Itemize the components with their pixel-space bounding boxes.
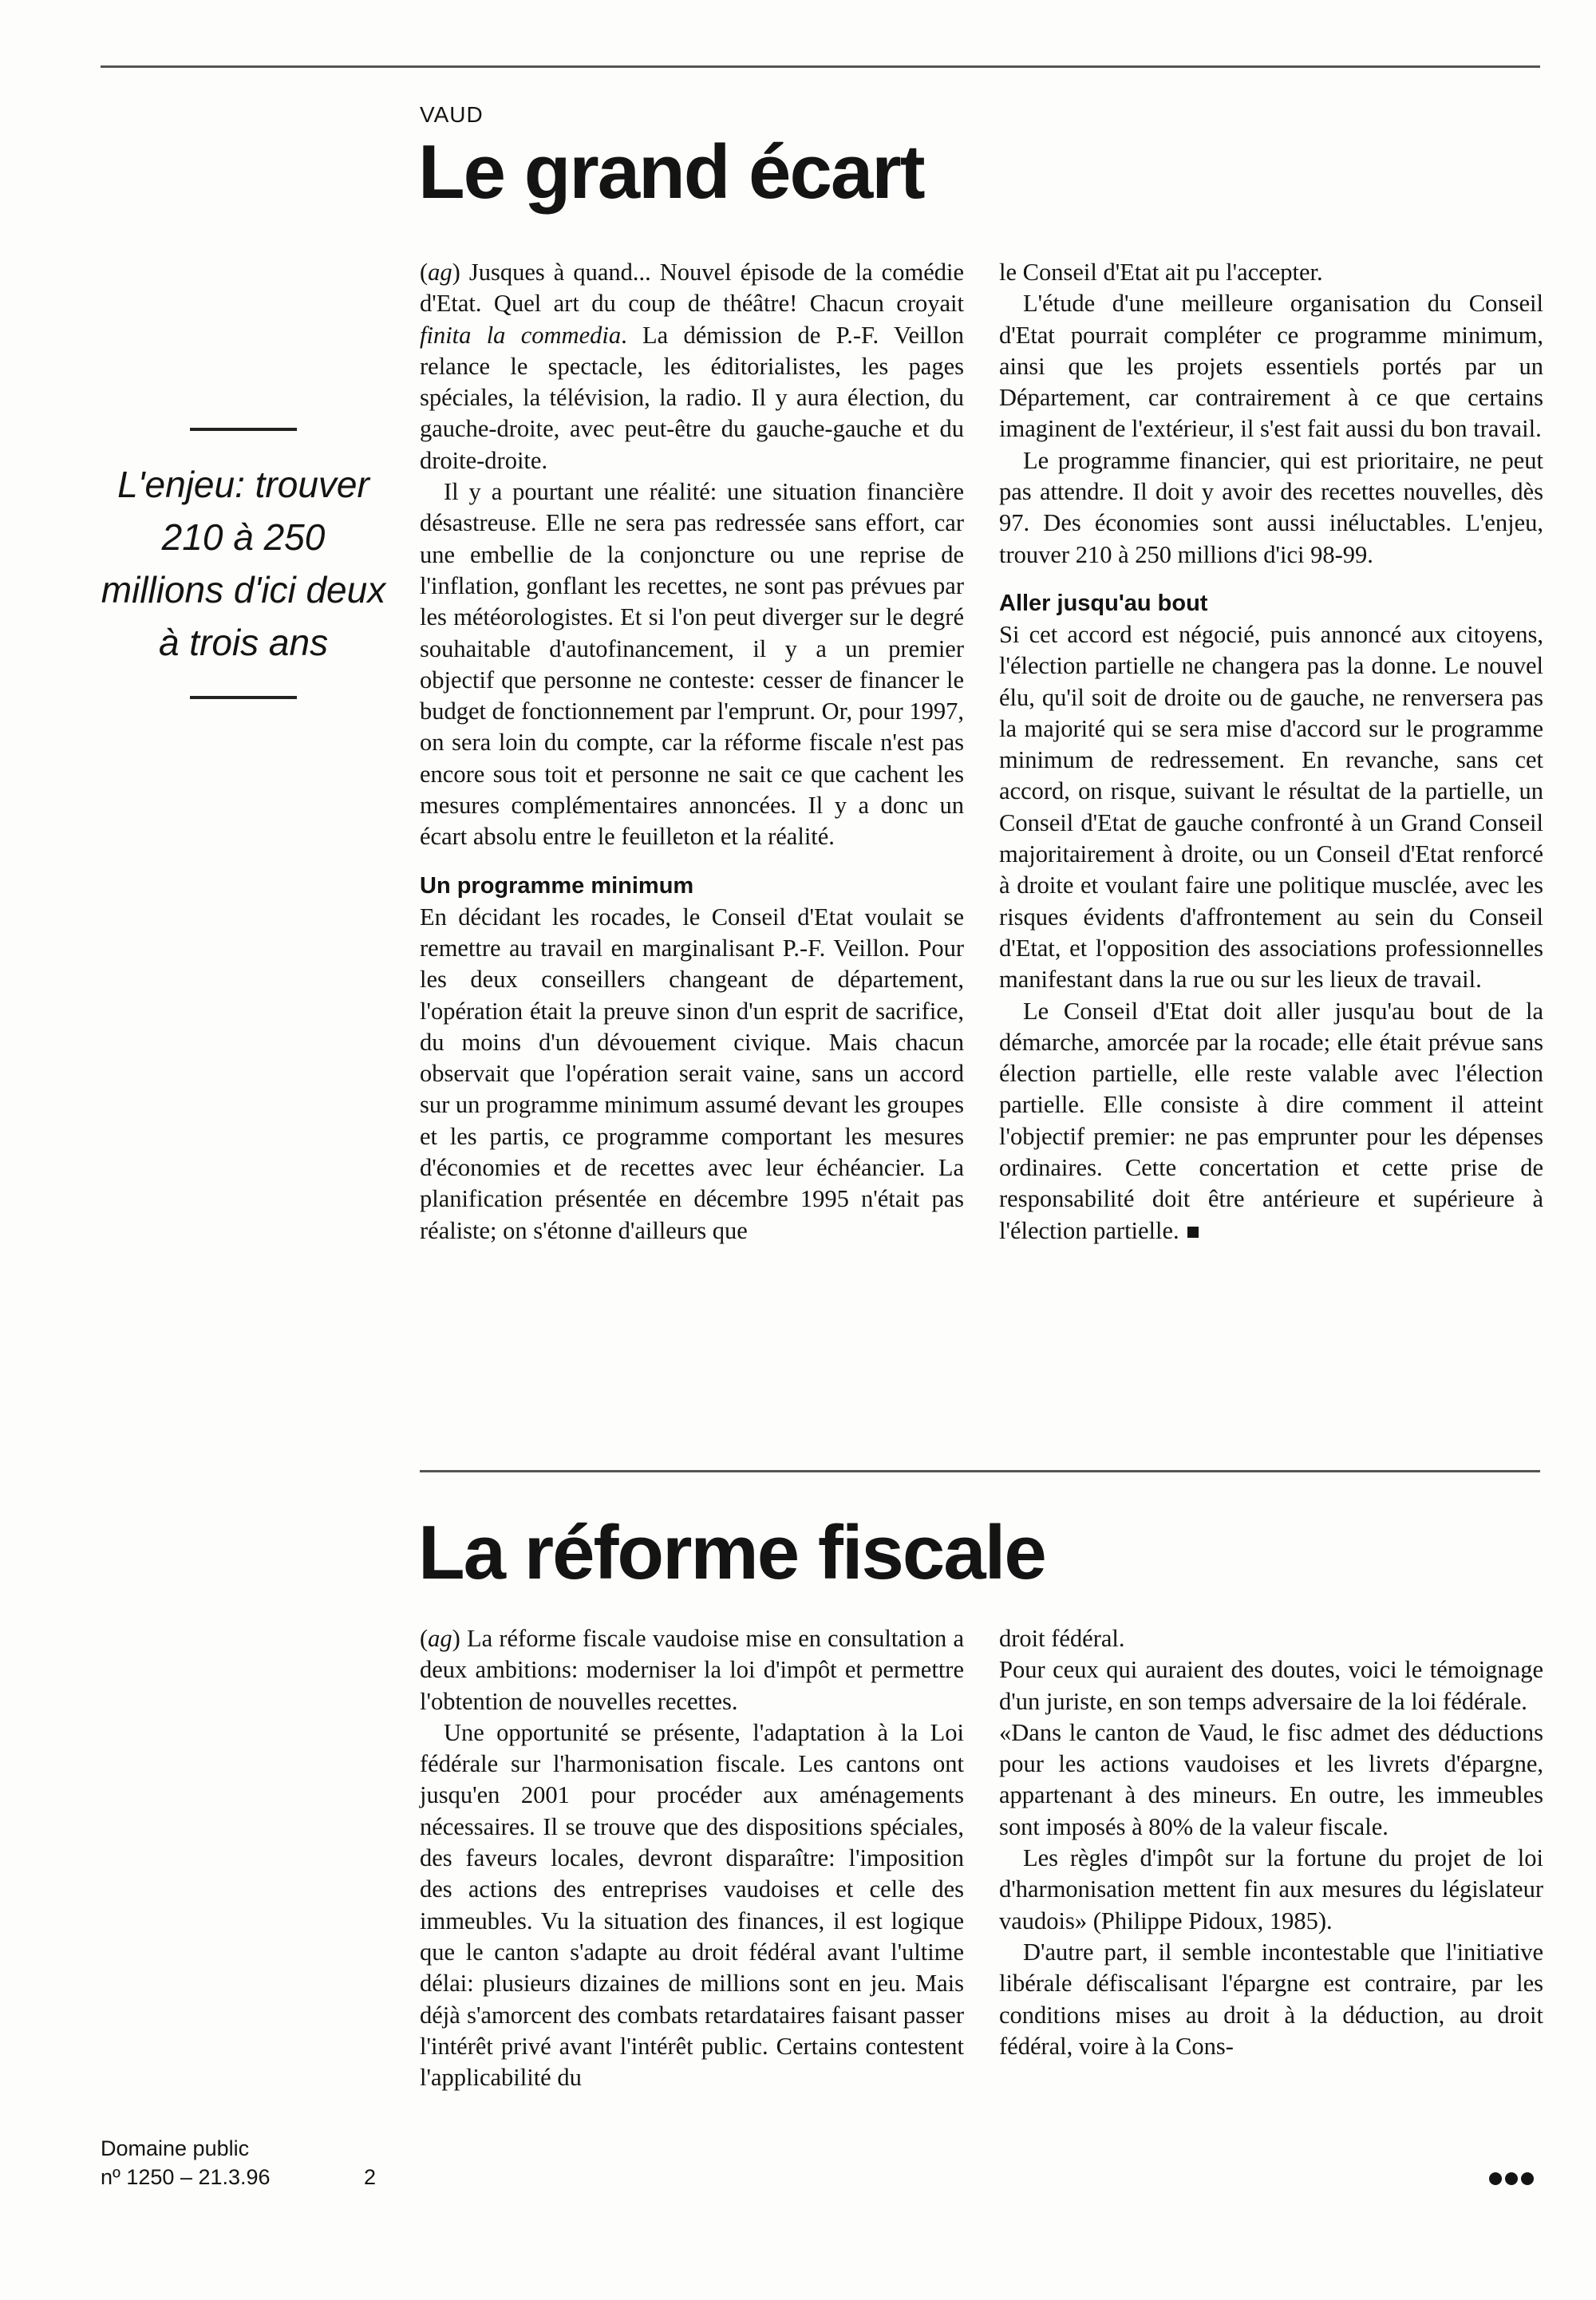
article1-column-2 — [999, 257, 1543, 1247]
paragraph — [999, 1937, 1543, 2062]
paragraph — [999, 1623, 1543, 1654]
text-run: L'étude d'une meilleure organisation du Conseil d'Etat pourrait compléter ce programme minimum, ainsi que les projets essentiels portés par un Département, car contrairement à ce que certains imaginent de l'extérieur, il s'est fait aussi du bon travail. — [999, 290, 1543, 443]
publication-name: Domaine public — [101, 2136, 250, 2160]
text-run: Le Conseil d'Etat doit aller jusqu'au bout de la démarche, amorcée par la rocade; elle était prévue sans élection partielle, elle reste valable avec l'élection partielle. Elle consiste à dire comment il atteint l'objectif premier: ne pas emprunter pour les dépenses ordinaires. Cette concertation et cette prise de responsabilité doit être antérieure et supérieure à l'élection partielle. — [999, 997, 1543, 1244]
paragraph — [999, 1717, 1543, 1843]
paragraph — [420, 257, 964, 476]
article1-column-1 — [420, 257, 964, 1247]
paragraph — [420, 1623, 964, 1717]
article2-column-2 — [999, 1623, 1543, 2062]
text-run: «Dans le canton de Vaud, le fisc admet des déductions pour les actions vaudoises et les livrets d'épargne, appartenant à des mineurs. En outre, les immeubles sont imposés à 80% de la valeur fiscale. — [999, 1718, 1543, 1840]
publication-footer — [101, 2134, 271, 2191]
paragraph — [999, 257, 1543, 288]
pull-quote-text: L'enjeu: trouver 210 à 250 millions d'ici deux à trois ans — [101, 464, 386, 663]
text-run: ( — [420, 259, 429, 286]
end-of-article-square-icon — [1187, 1227, 1199, 1238]
text-run: Il y a pourtant une réalité: une situation financière désastreuse. Elle ne sera pas redressée sans effort, car une embellie de la conjoncture ou une reprise de l'inflation, gonflant les recettes, ne sont pas prévues par les météorologistes. Et si l'on peut diverger sur le degré souhaitable d'autofinancement, il y a un premier objectif que personne ne conteste: cesser de financer le budget de fonctionnement par l'emprunt. Or, pour 1997, on sera loin du compte, car la réforme fiscale n'est pas encore sous toit et personne ne sait ce que cachent les mesures complémentaires annoncées. Il y a donc un écart absolu entre le feuilleton et la réalité. — [420, 478, 964, 851]
text-run: droit fédéral. — [999, 1625, 1125, 1652]
article-headline-grand-ecart: Le grand écart — [418, 129, 924, 215]
section-label: VAUD — [420, 102, 484, 127]
article2-column-1 — [420, 1623, 964, 2093]
paragraph — [420, 1717, 964, 2094]
paragraph — [420, 476, 964, 853]
paragraph — [999, 1654, 1543, 1717]
pull-quote-top-rule — [190, 428, 297, 431]
issue-number-date: nº 1250 – 21.3.96 — [101, 2165, 271, 2189]
italic-text: finita la commedia — [420, 321, 622, 349]
text-run: En décidant les rocades, le Conseil d'Etat voulait se remettre au travail en marginalisant P.-F. Veillon. Pour les deux conseillers changeant de département, l'opération était la preuve sinon d'un esprit de sacrifice, du moins d'un dévouement civique. Mais chacun observait que l'opération serait vaine, sans un accord sur un programme minimum assumé devant les groupes et les partis, ce programme comportant les mesures d'économies et de recettes avec leur échéancier. La planification présentée en décembre 1995 n'était pas réaliste; on s'étonne d'ailleurs que — [420, 903, 964, 1244]
text-run: Pour ceux qui auraient des doutes, voici le témoignage d'un juriste, en son temps adversaire de la loi fédérale. — [999, 1656, 1543, 1715]
text-run: ) Jusques à quand... Nouvel épisode de la comédie d'Etat. Quel art du coup de théâtre! Chacun croyait — [420, 259, 964, 318]
pull-quote — [96, 428, 391, 699]
paragraph — [420, 902, 964, 1247]
text-run: D'autre part, il semble incontestable que l'initiative libérale défiscalisant l'épargne est contraire, par les conditions mises au droit à la déduction, au droit fédéral, voire à la Cons- — [999, 1938, 1543, 2060]
subheading: Un programme minimum — [420, 872, 694, 899]
text-run: Si cet accord est négocié, puis annoncé aux citoyens, l'élection partielle ne changera pas la donne. Le nouvel élu, qu'il soit de droite ou de gauche, ne renversera pas la majorité qui se sera mise d'accord sur le programme minimum de redressement. En revanche, sans cet accord, on risque, suivant le résultat de la partielle, un Conseil d'Etat de gauche confronté à un Grand Conseil majoritairement à droite, ou un Conseil d'Etat renforcé à droite et voulant faire une politique musclée, avec les risques évidents d'affrontement au sein du Conseil d'Etat, et l'opposition des associations professionnelles manifestant dans la rue ou sur les lieux de travail. — [999, 620, 1543, 994]
article-divider-rule — [420, 1470, 1540, 1472]
text-run: le Conseil d'Etat ait pu l'accepter. — [999, 259, 1323, 286]
paragraph — [999, 1843, 1543, 1937]
text-run: ( — [420, 1625, 429, 1652]
text-run: Les règles d'impôt sur la fortune du projet de loi d'harmonisation mettent fin aux mesures du législateur vaudois» (Philippe Pidoux, 1985). — [999, 1844, 1543, 1934]
text-run: . La démission de P.-F. Veillon relance le spectacle, les éditorialistes, les pages spéciales, la télévision, la radio. Il y aura élection, du gauche-droite, avec peut-être du gauche-gauche et du droite-droite. — [420, 321, 964, 474]
text-run: Une opportunité se présente, l'adaptation à la Loi fédérale sur l'harmonisation fiscale. Les cantons ont jusqu'en 2001 pour procéder aux aménagements nécessaires. Il se trouve que des dispositions spéciales, des faveurs locales, devront disparaître: l'imposition des actions des entreprises vaudoises et celle des immeubles. Vu la situation des finances, il est logique que le canton s'adapte au droit fédéral avant l'ultime délai: plusieurs dizaines de millions sont en jeu. Mais déjà s'amorcent des combats retardataires faisant passer l'intérêt privé avant l'intérêt public. Certains contestent l'applicabilité du — [420, 1718, 964, 2092]
paragraph — [999, 445, 1543, 571]
paragraph — [999, 996, 1543, 1247]
paragraph — [999, 619, 1543, 996]
text-run: Le programme financier, qui est prioritaire, ne peut pas attendre. Il doit y avoir des recettes nouvelles, dès 97. Des économies sont aussi inéluctables. L'enjeu, trouver 210 à 250 millions d'ici 98-99. — [999, 446, 1543, 568]
italic-text: ag — [428, 259, 452, 286]
article-headline-reforme-fiscale: La réforme fiscale — [418, 1510, 1045, 1595]
continued-dots-icon — [1489, 2172, 1534, 2185]
paragraph — [999, 288, 1543, 445]
text-run: ) La réforme fiscale vaudoise mise en consultation a deux ambitions: moderniser la loi d'impôt et permettre l'obtention de nouvelles recettes. — [420, 1625, 964, 1715]
page-number: 2 — [364, 2165, 377, 2189]
italic-text: ag — [428, 1625, 452, 1652]
pull-quote-bottom-rule — [190, 696, 297, 699]
top-rule — [101, 65, 1540, 68]
subheading: Aller jusqu'au bout — [999, 590, 1208, 616]
